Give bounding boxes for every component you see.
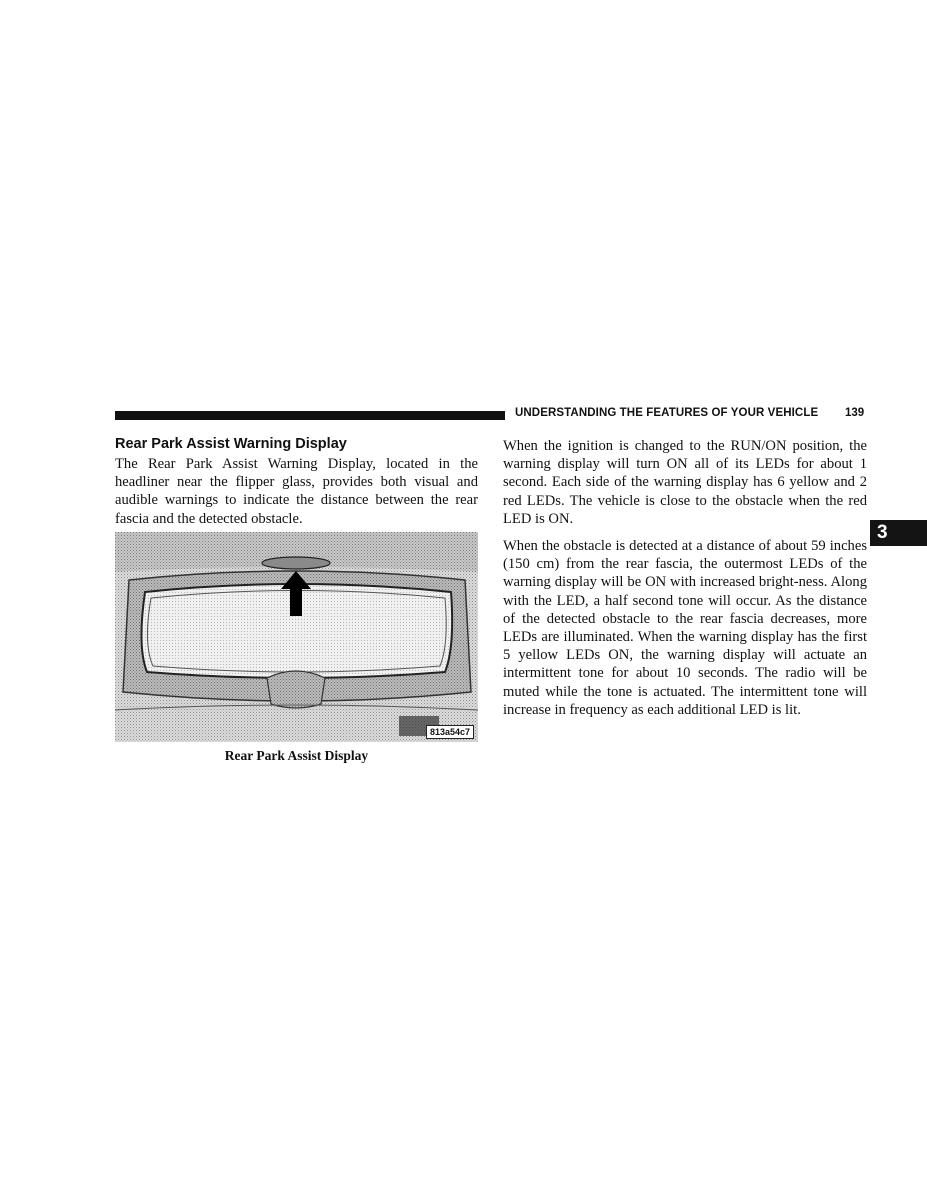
rear-park-assist-illustration xyxy=(115,532,478,742)
body-paragraph-2: When the obstacle is detected at a distance of about 59 inches (150 cm) from the rear fascia, the outermost LEDs of the warning display will be ON with increased bright-ness. Along with the LED, a half second tone will occur. As the distance of the detected obstacle to the rear fascia decreases, more LEDs are illuminated. When the warning display has the first 5 yellow LEDs ON, the warning display will actuate an intermittent tone for about 10 seconds. The radio will be muted while the tone is actuated. The intermittent tone will increase in frequency as each additional LED is lit. xyxy=(503,538,867,718)
figure-code: 813a54c7 xyxy=(426,725,474,739)
intro-paragraph: The Rear Park Assist Warning Display, located in the headliner near the flipper glass, provides both visual and audible warnings to indicate the distance between the rear fascia and the detected obstacle. xyxy=(115,456,478,527)
figure-caption: Rear Park Assist Display xyxy=(224,748,369,763)
chapter-tab: 3 xyxy=(870,520,927,546)
header-rule xyxy=(115,411,505,420)
section-heading: Rear Park Assist Warning Display xyxy=(115,436,347,452)
page-number: 139 xyxy=(845,407,865,419)
running-header-title: UNDERSTANDING THE FEATURES OF YOUR VEHICLE xyxy=(515,407,819,419)
body-paragraph-1: When the ignition is changed to the RUN/ON position, the warning display will turn ON all of its LEDs for about 1 second. Each side of the warning display has 6 yellow and 2 red LEDs. The vehicle is close to the obstacle when the red LED is ON. xyxy=(503,438,867,527)
